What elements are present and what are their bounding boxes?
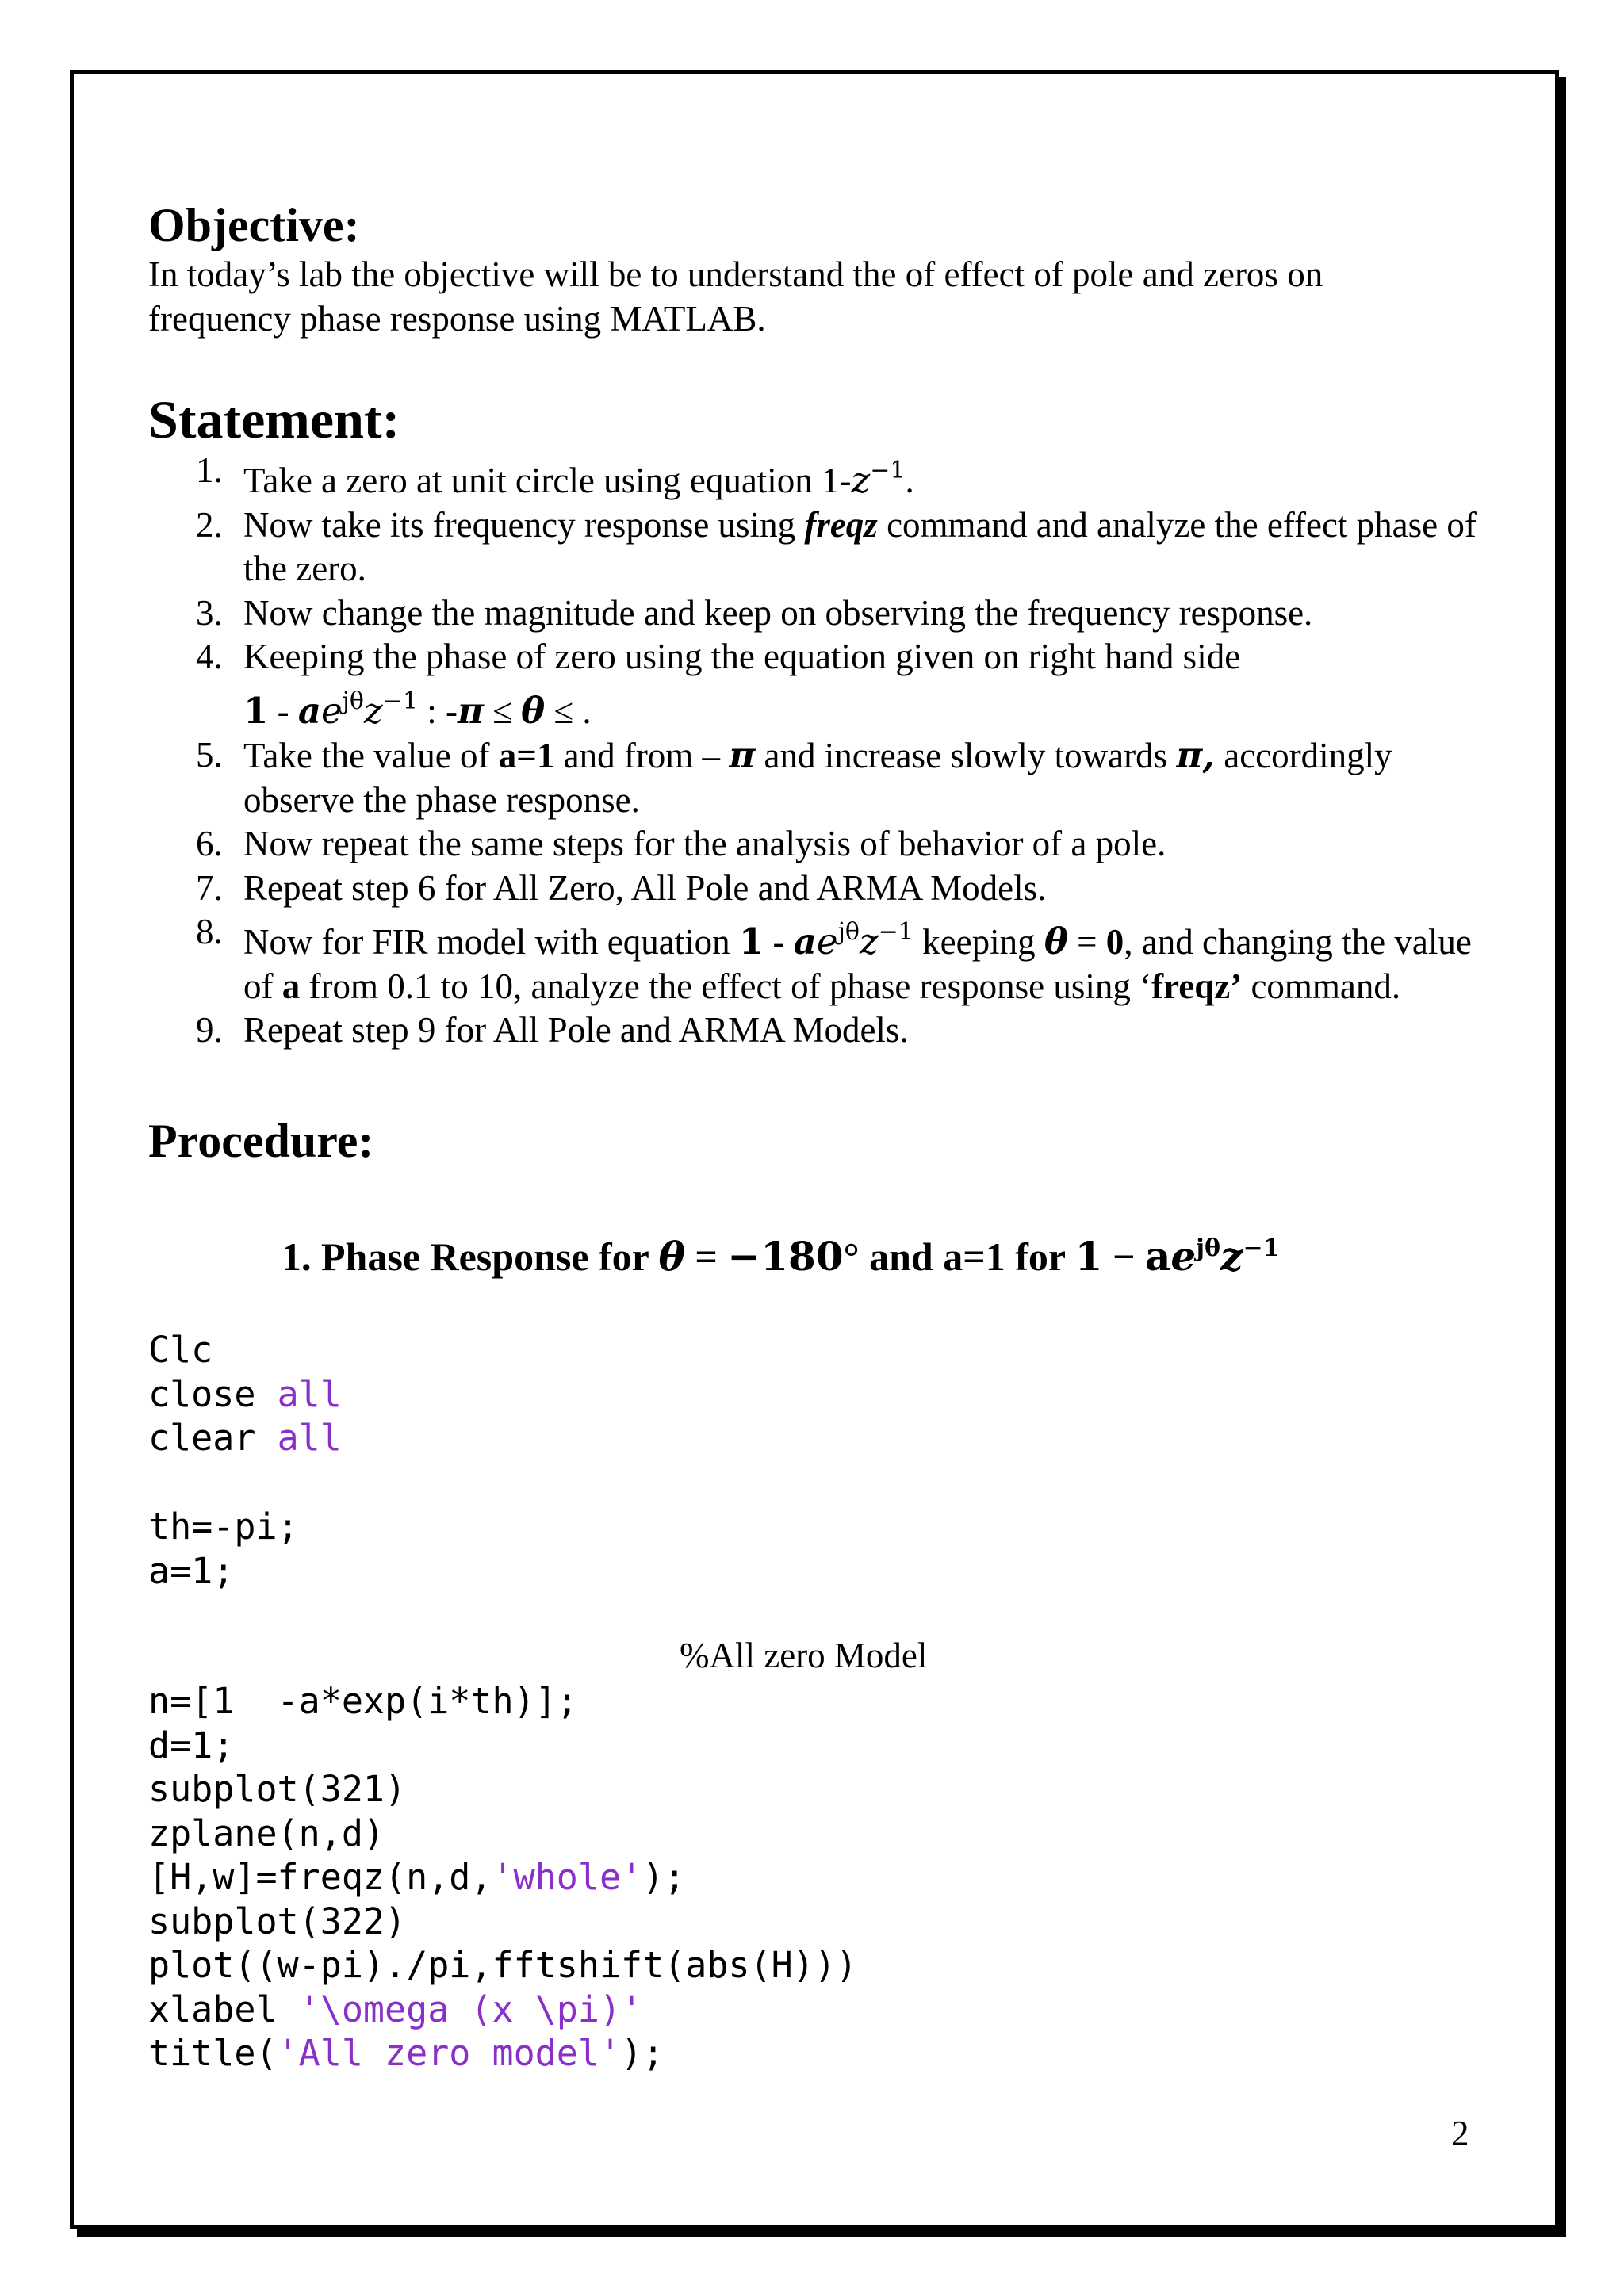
list-item: 8. Now for FIR model with equation $1 - ae^{j\theta}z^{-1}$ keeping θ = 0, and changing the value of a from 0.1 to 10, analyze the effect of phase response using ‘freqz’ command. — [196, 912, 1472, 1006]
code-line: th=-pi; — [148, 1506, 299, 1548]
statement-heading: Statement: — [148, 389, 400, 450]
item-text: Repeat step 9 for All Pole and ARMA Models. — [243, 1010, 909, 1050]
math-pi: π, — [1176, 734, 1215, 776]
item-text-mid2: , and changing the value of — [243, 922, 1472, 1006]
code-comment: %All zero Model — [680, 1636, 928, 1675]
item-text: Take a zero at unit circle using equation 1- — [243, 461, 852, 500]
list-item — [196, 503, 1480, 591]
code-line: subplot(321) — [148, 1768, 407, 1810]
item-number: 4. — [196, 637, 223, 676]
statement-list — [196, 449, 1480, 1053]
item-number: 1. — [196, 450, 223, 490]
code-line: xlabel '\omega (x \pi)' — [148, 1988, 643, 2030]
item-text-end: command. — [1242, 966, 1401, 1006]
value-a: a — [282, 966, 301, 1006]
item-text-mid: keeping — [913, 922, 1044, 962]
math-pi: π — [729, 734, 756, 776]
item-text-mid2: and increase slowly towards — [755, 736, 1177, 775]
code-block-setup — [148, 1328, 342, 1460]
item-text: Now repeat the same steps for the analysis of behavior of a pole. — [243, 824, 1166, 863]
list-item — [196, 733, 1480, 822]
list-item — [196, 1008, 1480, 1053]
code-line: n=[1 -a*exp(i*th)]; — [148, 1680, 578, 1722]
code-line: close all — [148, 1372, 342, 1415]
item-text: Now for FIR model with equation — [243, 922, 739, 962]
code-line: Clc — [148, 1329, 213, 1371]
equation: 1 — [243, 689, 269, 732]
item-text: Keeping the phase of zero using the equation given on right hand side — [243, 637, 1241, 676]
command-freqz: freqz — [804, 504, 878, 545]
item-number: 5. — [196, 735, 223, 775]
code-line: plot((w-pi)./pi,fftshift(abs(H))) — [148, 1944, 858, 1986]
item-number: 8. — [196, 912, 223, 951]
item-text-mid3: from 0.1 to 10, analyze the effect of phase response using ‘ — [300, 966, 1152, 1006]
item-text: Repeat step 6 for All Zero, All Pole and ARMA Models. — [243, 867, 1047, 908]
code-line: d=1; — [148, 1724, 235, 1766]
code-line: zplane(n,d) — [148, 1812, 385, 1854]
code-line: a=1; — [148, 1549, 235, 1592]
item-text-mid: and from – — [554, 736, 730, 775]
procedure-heading: Procedure: — [148, 1115, 374, 1167]
item-number: 2. — [196, 504, 223, 545]
code-line: [H,w]=freqz(n,d,'whole'); — [148, 1856, 686, 1898]
code-line: title('All zero model'); — [148, 2032, 665, 2074]
code-block-model — [148, 1679, 857, 2076]
item-text: Now change the magnitude and keep on observing the frequency response. — [243, 592, 1313, 633]
item-number: 3. — [196, 592, 223, 633]
list-item — [196, 867, 1480, 911]
page-number: 2 — [1451, 2114, 1469, 2153]
objective-text: In today’s lab the objective will be to understand the of effect of pole and zeros on frequency phase response using MATLAB. — [148, 254, 1323, 339]
item-text-end: accordingly observe the phase response. — [243, 736, 1392, 820]
code-line: clear all — [148, 1417, 342, 1459]
command-freqz: freqz’ — [1151, 966, 1243, 1006]
list-item — [196, 591, 1480, 636]
item-number: 6. — [196, 824, 223, 863]
code-block-params — [148, 1505, 299, 1593]
item-number: 7. — [196, 867, 223, 908]
list-item — [196, 822, 1480, 867]
item-text-end: . — [905, 461, 914, 500]
math-z: z — [851, 459, 871, 501]
procedure-subheading: 1. Phase Response for θ = −180° and a=1 for $1 - ae^{j\theta}z^{-1}$ — [282, 1233, 1280, 1280]
item-number: 9. — [196, 1010, 223, 1050]
item-text-end: command and analyze the effect phase of the zero. — [243, 504, 1477, 588]
value-a: a=1 — [498, 736, 555, 775]
code-line: subplot(322) — [148, 1900, 407, 1942]
list-item — [196, 449, 1480, 503]
item-text: Take the value of — [243, 736, 499, 775]
math-exponent: −1 — [870, 457, 906, 484]
list-item: 4. Keeping the phase of zero using the equation given on right hand side $1 - ae^{j\theta}z^{-1}$ : -π ≤ θ ≤ . — [196, 637, 1241, 732]
objective-heading: Objective: — [148, 199, 360, 251]
item-text: Now take its frequency response using — [243, 504, 805, 545]
